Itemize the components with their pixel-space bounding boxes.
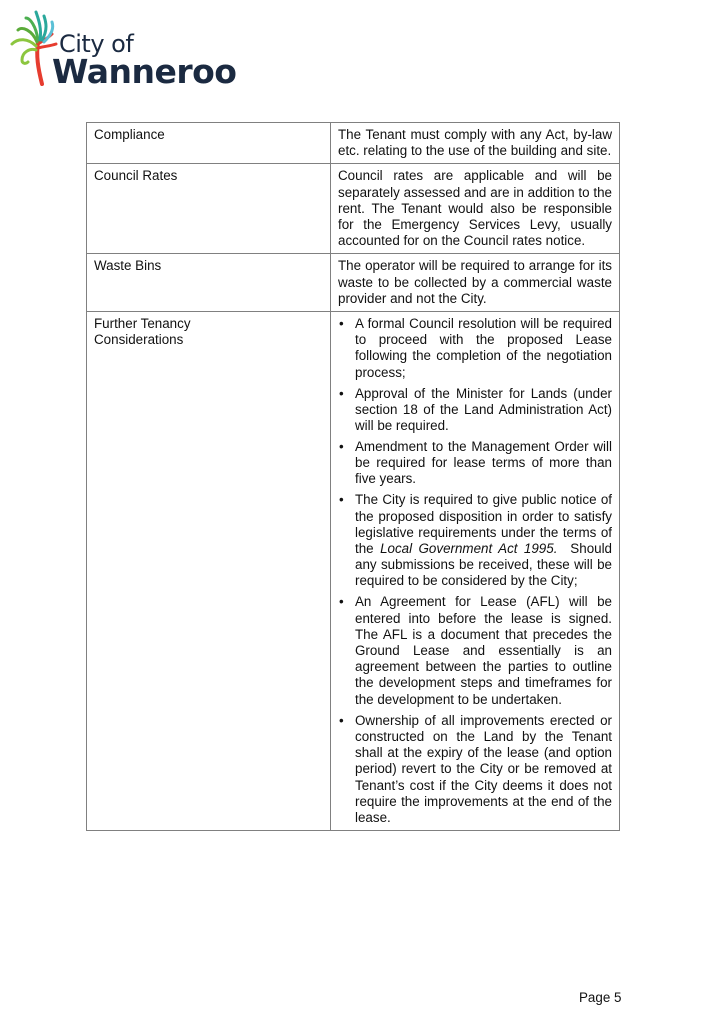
lease-terms-table xyxy=(86,122,620,831)
bullet-icon: • xyxy=(339,385,344,401)
list-item-text: A formal Council resolution will be required to proceed with the proposed Lease following the completion of the negotiation process; xyxy=(355,316,612,380)
list-item-text: Ownership of all improvements erected or constructed on the Land by the Tenant shall at the expiry of the lease (and option period) revert to the City or be removed at Tenant’s cost if the City deems it does not require the improvements at the end of the lease. xyxy=(355,712,612,825)
logo-text-city-of: City of xyxy=(59,30,134,58)
bullet-icon: • xyxy=(339,492,344,508)
bullet-icon: • xyxy=(339,316,344,332)
row-content xyxy=(331,312,620,831)
list-item-text xyxy=(355,492,616,588)
table-row xyxy=(87,123,620,164)
list-item xyxy=(338,713,612,826)
table-row xyxy=(87,254,620,312)
list-item-text: Amendment to the Management Order will be required for lease terms of more than five years. xyxy=(355,439,612,487)
list-item-text-after: Should any submissions be received, these will be required to be considered by the City; xyxy=(355,541,616,589)
list-item xyxy=(338,316,612,381)
row-content: Council rates are applicable and will be separately assessed and are in addition to the rent. The Tenant would also be responsible for the Emergency Services Levy, usually accounted for on the Council rates notice. xyxy=(331,164,620,254)
row-content: The operator will be required to arrange for its waste to be collected by a commercial waste provider and not the City. xyxy=(331,254,620,312)
bullet-icon: • xyxy=(339,439,344,455)
list-item xyxy=(338,594,612,707)
row-content: The Tenant must comply with any Act, by-law etc. relating to the use of the building and site. xyxy=(331,123,620,164)
logo-text-wanneroo: Wanneroo xyxy=(52,52,237,91)
table-row xyxy=(87,164,620,254)
act-title: Local Government Act 1995. xyxy=(380,541,558,557)
bullet-icon: • xyxy=(339,594,344,610)
page-number: Page 5 xyxy=(579,990,622,1005)
list-item-text: An Agreement for Lease (AFL) will be entered into before the lease is signed. The AFL is a document that precedes the Ground Lease and essentially is an agreement between the parties to outline the development steps and timeframes for the development to be undertaken. xyxy=(355,594,612,707)
row-label: Compliance xyxy=(87,123,331,164)
considerations-list xyxy=(338,316,616,826)
table-row xyxy=(87,312,620,831)
list-item xyxy=(338,439,612,488)
row-label: Council Rates xyxy=(87,164,331,254)
list-item-text: Approval of the Minister for Lands (under section 18 of the Land Administration Act) will be required. xyxy=(355,385,612,434)
bullet-icon: • xyxy=(339,712,344,728)
list-item xyxy=(338,492,616,589)
row-label: Waste Bins xyxy=(87,254,331,312)
list-item-text-before: The City is required to give public notice of the proposed disposition in order to satisfy legislative requirements under the terms of the xyxy=(355,492,612,557)
row-label: Further Tenancy Considerations xyxy=(87,312,331,831)
city-of-wanneroo-logo xyxy=(8,8,237,91)
list-item xyxy=(338,386,612,435)
